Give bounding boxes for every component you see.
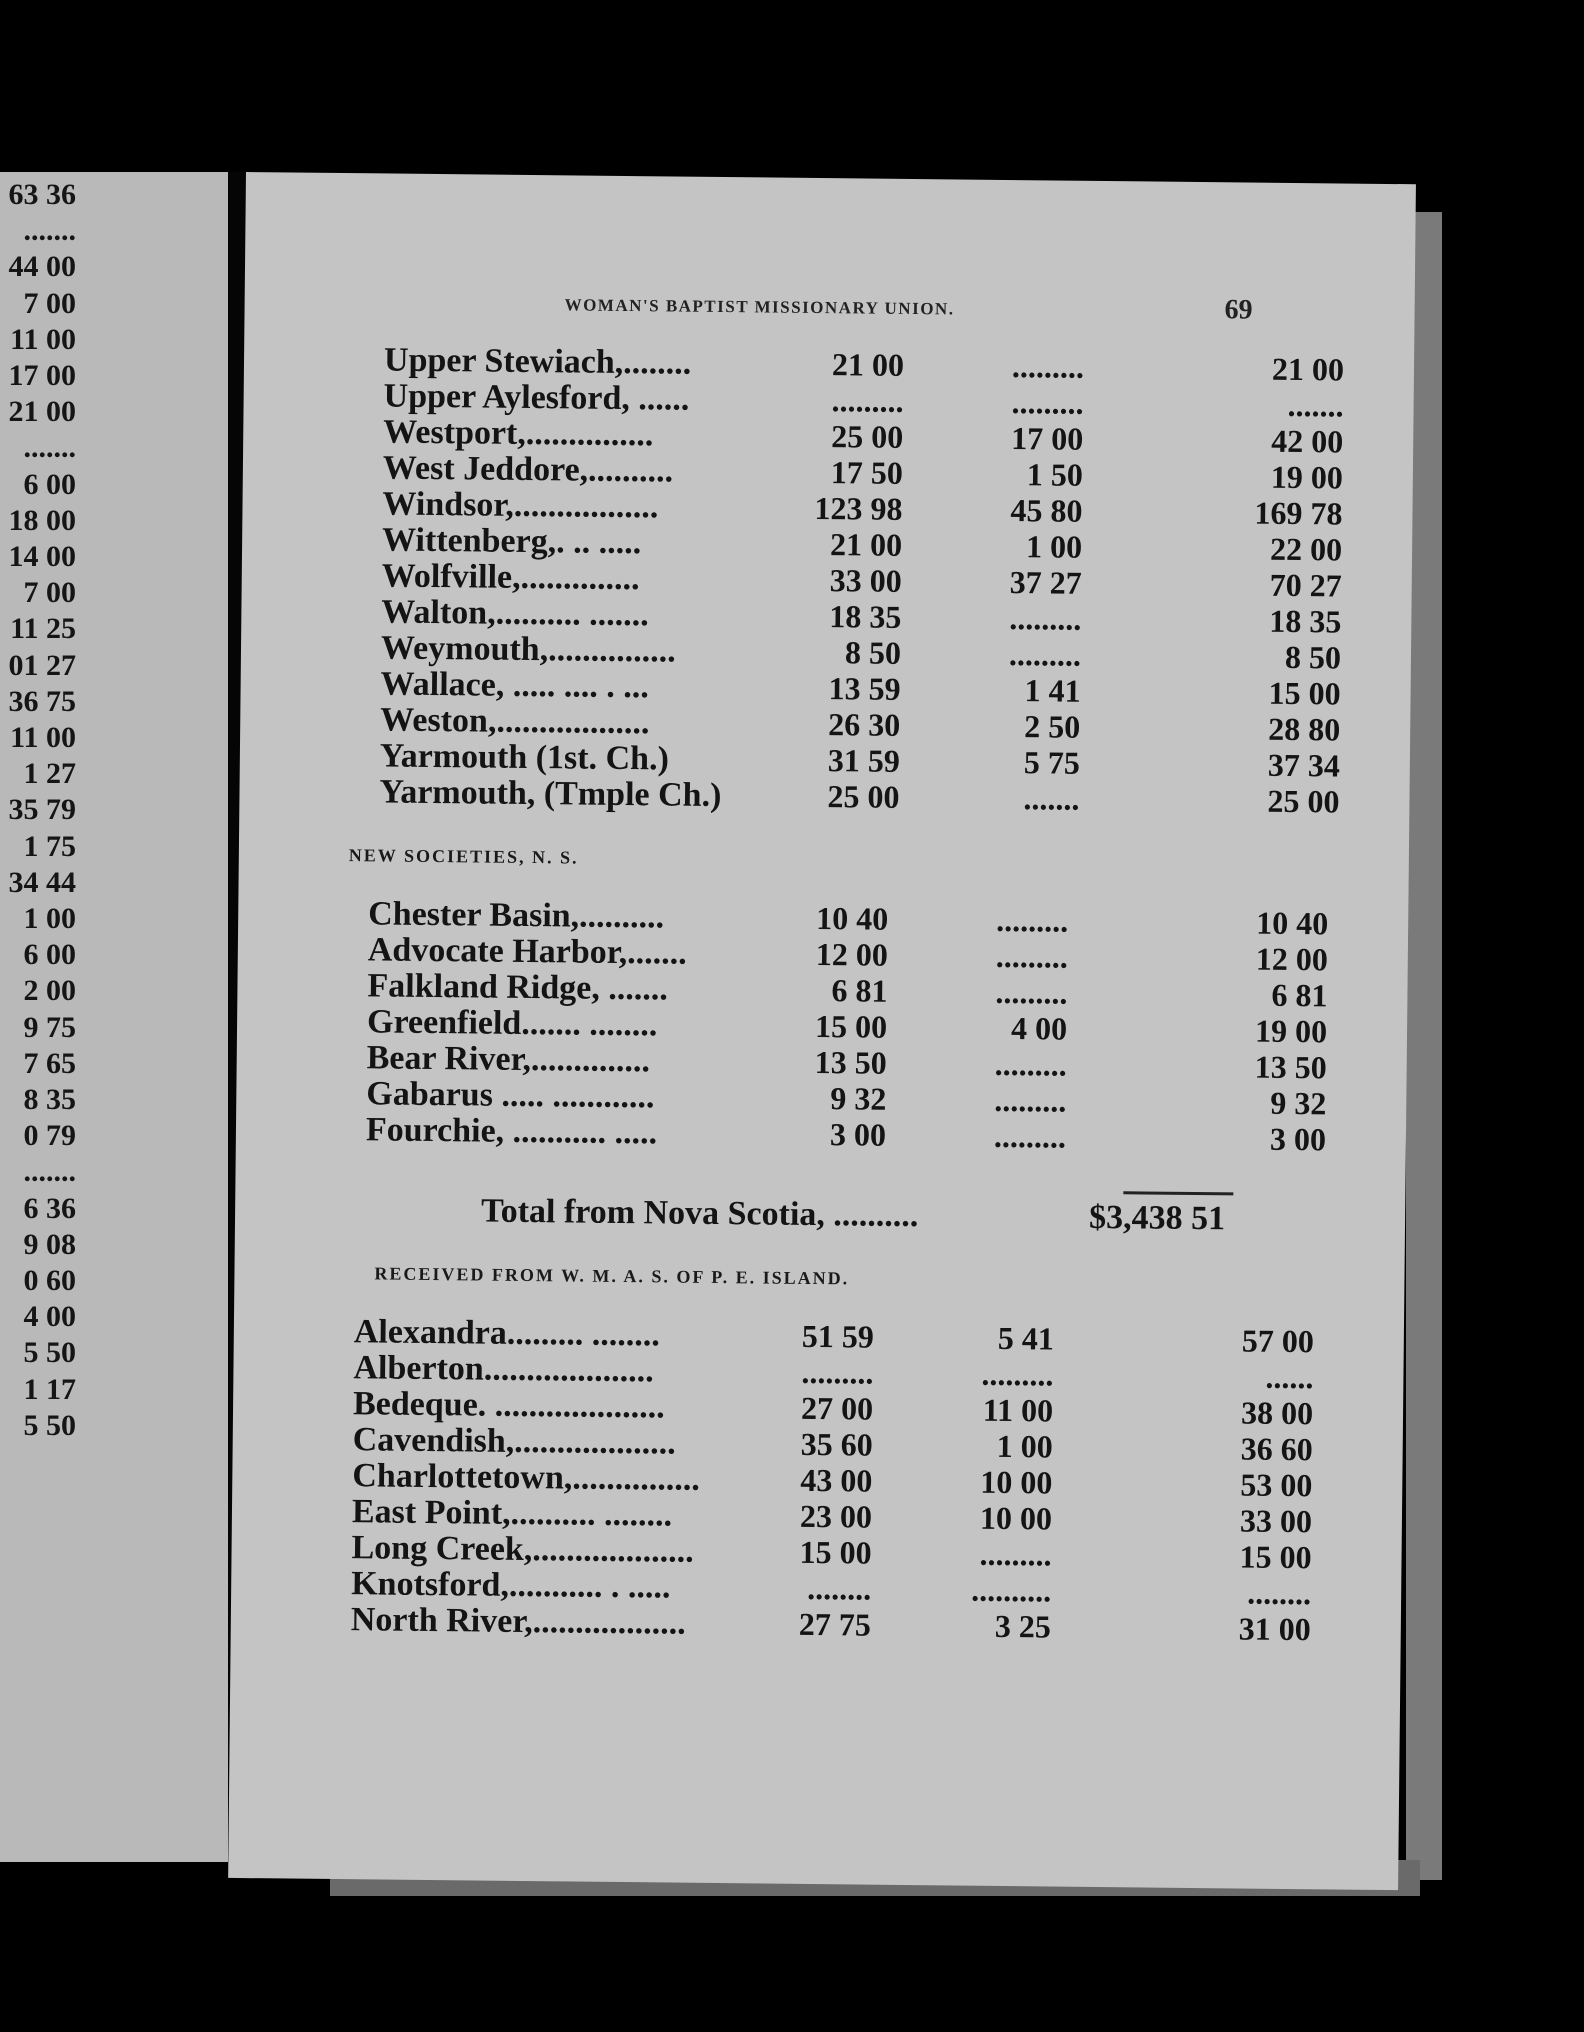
page-number: 69 xyxy=(1224,294,1253,326)
amount-col-1: 18 35 xyxy=(829,598,902,635)
amount-col-3: 18 35 xyxy=(1269,602,1342,640)
left-page-number: 35 79 xyxy=(8,793,76,827)
amount-col-1: 9 32 xyxy=(830,1080,887,1117)
society-name: Greenfield....... ........ xyxy=(366,1003,658,1044)
society-name: Weymouth,............... xyxy=(380,629,676,670)
left-page-number: 8 35 xyxy=(23,1083,76,1116)
society-name: Charlottetown,............... xyxy=(352,1457,701,1498)
left-page-number: 4 00 xyxy=(23,1300,76,1334)
left-page-number: 63 36 xyxy=(8,178,76,211)
amount-col-3: 3 00 xyxy=(1269,1120,1327,1158)
amount-col-3: 25 00 xyxy=(1267,782,1340,820)
society-name: Fourchie, ........... ..... xyxy=(365,1111,658,1152)
society-name: Long Creek,................... xyxy=(351,1529,694,1570)
amount-col-3: 57 00 xyxy=(1241,1322,1315,1360)
amount-col-2: ......... xyxy=(1011,348,1085,385)
amount-col-2: 1 00 xyxy=(1025,528,1083,565)
left-page-number: ....... xyxy=(23,1155,76,1189)
left-page-number: 6 36 xyxy=(23,1191,76,1225)
society-name: Falkland Ridge, ....... xyxy=(367,967,669,1008)
society-name: Windsor,................. xyxy=(382,485,659,526)
amount-col-3: 33 00 xyxy=(1239,1502,1313,1540)
amount-col-3: 21 00 xyxy=(1271,350,1345,388)
amount-col-2: 3 25 xyxy=(994,1607,1052,1645)
society-name: Knotsford,........... . ..... xyxy=(351,1565,671,1606)
amount-col-3: 15 00 xyxy=(1268,674,1341,712)
amount-col-3: ....... xyxy=(1287,386,1344,424)
left-page-number: 2 00 xyxy=(23,974,76,1008)
society-name: Chester Basin,.......... xyxy=(368,895,665,936)
left-page-number: 6 00 xyxy=(23,467,76,501)
left-page-number: 18 00 xyxy=(8,503,76,537)
amount-col-3: 42 00 xyxy=(1271,422,1344,460)
amount-col-3: 36 60 xyxy=(1240,1430,1313,1468)
society-name: Wolfville,.............. xyxy=(381,557,640,598)
left-page-number: ....... xyxy=(23,214,76,248)
left-page-number: 17 00 xyxy=(8,359,76,392)
left-page-number: 7 00 xyxy=(23,286,76,320)
society-name: Wallace, ..... .... . ... xyxy=(380,665,650,706)
amount-col-2: ......... xyxy=(994,1045,1067,1083)
left-page-number: 1 17 xyxy=(23,1372,76,1406)
left-page-number: ....... xyxy=(23,431,76,465)
left-page-number: 0 79 xyxy=(23,1119,76,1153)
amount-col-1: 25 00 xyxy=(827,778,900,815)
left-page-number: 0 60 xyxy=(23,1264,76,1297)
amount-col-3: 19 00 xyxy=(1254,1012,1328,1050)
amount-col-2: 10 00 xyxy=(979,1499,1053,1537)
amount-col-1: 123 98 xyxy=(814,489,903,527)
society-name: Advocate Harbor,....... xyxy=(367,931,687,972)
amount-col-3: 13 50 xyxy=(1254,1048,1327,1086)
amount-col-1: 8 50 xyxy=(844,634,902,671)
total-value: $3,438 51 xyxy=(1088,1198,1226,1238)
amount-col-1: 21 00 xyxy=(831,346,905,383)
amount-col-3: 12 00 xyxy=(1255,940,1329,978)
amount-col-1: 3 00 xyxy=(829,1116,887,1153)
amount-col-2: 4 00 xyxy=(1010,1010,1068,1047)
amount-col-1: 12 00 xyxy=(815,936,889,973)
running-header: WOMAN'S BAPTIST MISSIONARY UNION. xyxy=(564,295,955,319)
amount-col-3: 169 78 xyxy=(1254,494,1343,532)
society-name: Gabarus ..... ............ xyxy=(366,1075,655,1116)
left-page-number: 7 65 xyxy=(23,1046,76,1080)
left-page-number: 34 44 xyxy=(8,865,76,899)
society-name: Cavendish,................... xyxy=(352,1421,676,1462)
left-page xyxy=(0,172,228,1862)
amount-col-2: ......... xyxy=(1008,636,1082,673)
amount-col-3: 8 50 xyxy=(1284,638,1342,676)
amount-col-2: ......... xyxy=(979,1535,1052,1573)
amount-col-2: ......... xyxy=(996,901,1069,939)
amount-col-2: 2 50 xyxy=(1024,708,1081,745)
amount-col-1: 31 59 xyxy=(827,742,901,779)
amount-col-2: 10 00 xyxy=(980,1463,1053,1501)
amount-col-1: 13 59 xyxy=(828,670,901,707)
society-name: Upper Stewiach,........ xyxy=(383,341,692,382)
society-name: Alberton.................... xyxy=(353,1349,654,1390)
society-name: Yarmouth, (Tmple Ch.) xyxy=(379,773,722,815)
amount-col-3: 28 80 xyxy=(1268,710,1341,748)
left-page-number: 36 75 xyxy=(8,684,76,718)
amount-col-3: 19 00 xyxy=(1270,458,1344,496)
amount-col-2: ....... xyxy=(1023,780,1080,817)
society-name: Westport,............... xyxy=(383,413,654,454)
society-name: Yarmouth (1st. Ch.) xyxy=(379,737,670,778)
amount-col-1: 26 30 xyxy=(828,706,901,743)
amount-col-2: 45 80 xyxy=(1010,492,1083,529)
amount-col-3: ...... xyxy=(1265,1358,1314,1396)
amount-col-1: 27 00 xyxy=(800,1389,874,1427)
amount-col-1: 25 00 xyxy=(831,418,904,455)
society-name: Upper Aylesford, ...... xyxy=(383,377,690,418)
society-name: North River,.................. xyxy=(350,1601,686,1642)
amount-col-3: 37 34 xyxy=(1267,746,1341,784)
amount-col-2: 37 27 xyxy=(1009,564,1082,601)
society-name: East Point,.......... ........ xyxy=(351,1493,673,1534)
amount-col-3: 53 00 xyxy=(1240,1466,1313,1504)
amount-col-2: ......... xyxy=(993,1117,1067,1155)
amount-col-1: 17 50 xyxy=(830,454,904,491)
amount-col-1: 21 00 xyxy=(829,526,903,563)
society-name: Bedeque. .................... xyxy=(352,1385,665,1426)
left-page-number: 14 00 xyxy=(8,540,76,573)
amount-col-1: ......... xyxy=(831,382,904,419)
amount-col-1: 27 75 xyxy=(798,1605,872,1643)
amount-col-2: 5 41 xyxy=(997,1319,1055,1357)
amount-col-3: 9 32 xyxy=(1270,1084,1327,1122)
amount-col-3: 70 27 xyxy=(1269,566,1342,604)
amount-col-1: 15 00 xyxy=(814,1008,888,1045)
amount-col-3: ........ xyxy=(1246,1574,1312,1612)
amount-col-1: 23 00 xyxy=(799,1497,873,1535)
society-name: Alexandra......... ........ xyxy=(353,1313,661,1354)
amount-col-3: 15 00 xyxy=(1239,1538,1312,1576)
left-page-number: 11 25 xyxy=(10,612,76,646)
amount-col-1: 43 00 xyxy=(800,1461,873,1499)
amount-col-1: 35 60 xyxy=(800,1425,873,1463)
amount-col-2: ......... xyxy=(1011,384,1084,421)
society-name: Walton,.......... ....... xyxy=(381,593,649,634)
left-page-number: 01 27 xyxy=(8,648,76,682)
society-name: Wittenberg,. .. ..... xyxy=(381,521,642,562)
society-name: West Jeddore,.......... xyxy=(382,449,674,490)
amount-col-1: 6 81 xyxy=(831,972,888,1009)
amount-col-1: 33 00 xyxy=(829,562,902,599)
left-page-number: 44 00 xyxy=(8,250,76,284)
section-title-pei: RECEIVED FROM W. M. A. S. OF P. E. ISLAND. xyxy=(374,1263,850,1289)
left-page-number: 11 00 xyxy=(10,322,76,356)
amount-col-2: 11 00 xyxy=(982,1391,1054,1429)
left-page-number: 6 00 xyxy=(23,938,76,972)
amount-col-1: 51 59 xyxy=(801,1317,875,1355)
right-page xyxy=(228,172,1416,1890)
amount-col-3: 38 00 xyxy=(1240,1394,1314,1432)
left-page-number: 5 50 xyxy=(23,1408,76,1442)
amount-col-3: 22 00 xyxy=(1269,530,1343,568)
total-label: Total from Nova Scotia, .......... xyxy=(480,1192,919,1235)
total-rule xyxy=(1123,1191,1233,1195)
society-name: Bear River,.............. xyxy=(366,1039,651,1080)
section-title-new-societies: NEW SOCIETIES, N. S. xyxy=(348,845,579,868)
amount-col-2: 1 00 xyxy=(996,1427,1053,1465)
amount-col-2: ......... xyxy=(994,1081,1067,1119)
amount-col-3: 31 00 xyxy=(1238,1610,1311,1648)
amount-col-2: 17 00 xyxy=(1011,420,1084,457)
amount-col-2: ......... xyxy=(981,1355,1054,1393)
amount-col-2: 1 50 xyxy=(1026,456,1084,493)
left-page-number: 7 00 xyxy=(23,576,76,610)
left-page-number: 5 50 xyxy=(23,1336,76,1370)
left-page-number: 11 00 xyxy=(10,721,76,754)
left-page-number: 21 00 xyxy=(8,395,76,429)
amount-col-1: 13 50 xyxy=(814,1044,887,1081)
society-name: Weston,.................. xyxy=(380,701,650,742)
amount-col-1: ........ xyxy=(807,1569,872,1607)
amount-col-3: 6 81 xyxy=(1271,976,1328,1014)
amount-col-2: .......... xyxy=(971,1571,1052,1609)
amount-col-2: 1 41 xyxy=(1024,672,1081,709)
amount-col-2: ......... xyxy=(995,937,1069,975)
amount-col-2: ......... xyxy=(995,973,1068,1011)
amount-col-1: ......... xyxy=(801,1353,874,1391)
amount-col-1: 15 00 xyxy=(799,1533,872,1571)
amount-col-3: 10 40 xyxy=(1256,904,1329,942)
amount-col-2: ......... xyxy=(1009,600,1082,637)
left-page-number: 1 27 xyxy=(23,757,76,791)
left-page-number: 1 75 xyxy=(23,829,76,863)
left-page-number: 9 08 xyxy=(23,1227,76,1261)
amount-col-1: 10 40 xyxy=(816,900,889,937)
left-page-number: 1 00 xyxy=(23,902,76,935)
amount-col-2: 5 75 xyxy=(1023,744,1081,781)
left-page-number: 9 75 xyxy=(23,1010,76,1044)
